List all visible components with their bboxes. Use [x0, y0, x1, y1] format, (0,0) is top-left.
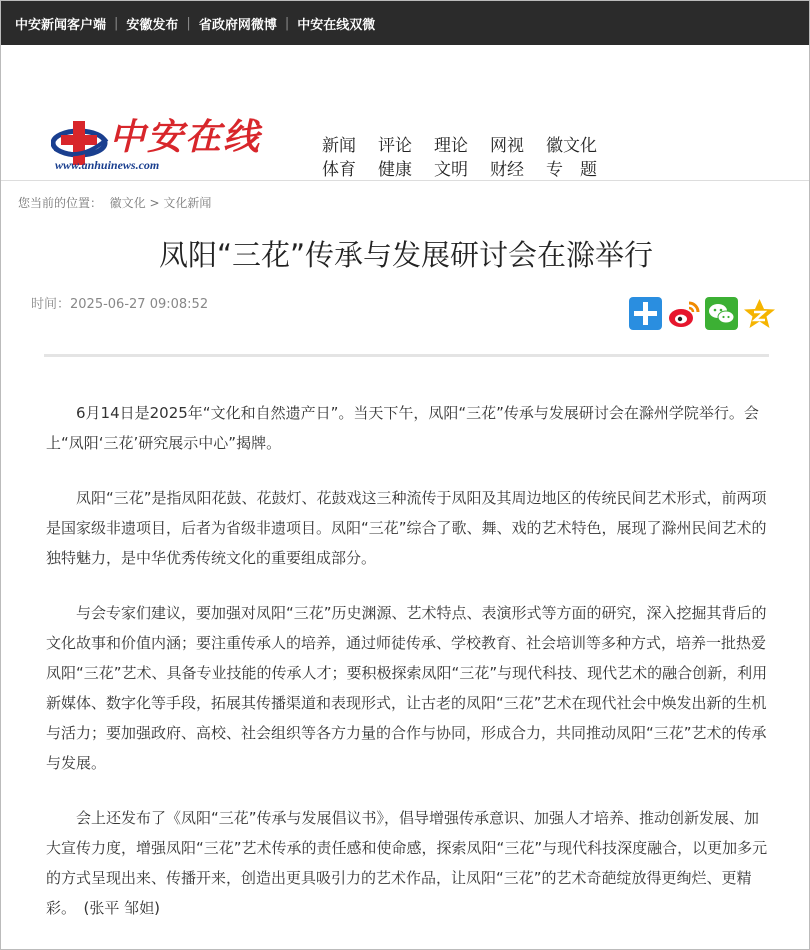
site-header	[1, 45, 809, 181]
article-title: 凤阳“三花”传承与发展研讨会在滁举行	[158, 238, 654, 272]
nav-item-hui-culture[interactable]: 徽文化	[546, 135, 597, 156]
qzone-icon[interactable]	[743, 297, 776, 330]
article-paragraph: 6月14日是2025年“文化和自然遗产日”。当天下午，凤阳“三花”传承与发展研讨会在滁州学院举行。会上“凤阳‘三花’研究展示中心”揭牌。	[46, 404, 759, 452]
top-bar	[1, 1, 809, 45]
nav-item-news[interactable]: 新闻	[322, 135, 356, 156]
nav-item-video[interactable]: 网视	[490, 135, 524, 156]
nav-item-comment[interactable]: 评论	[378, 135, 412, 156]
nav-item-theory[interactable]: 理论	[434, 135, 468, 156]
topbar-separator: |	[114, 15, 119, 31]
topbar-link-client[interactable]: 中安新闻客户端	[15, 17, 107, 33]
nav-item-sports[interactable]: 体育	[322, 159, 356, 180]
logo-title: 中安在线	[109, 116, 262, 158]
article-body	[46, 398, 769, 948]
share-bar	[629, 297, 781, 330]
article-meta	[31, 293, 208, 312]
nav-item-special[interactable]: 专 题	[546, 159, 597, 180]
topbar-link-anhui-release[interactable]: 安徽发布	[126, 17, 179, 33]
topbar-separator: |	[186, 15, 191, 31]
nav-item-civilization[interactable]: 文明	[434, 159, 468, 180]
nav-item-health[interactable]: 健康	[378, 159, 412, 180]
time-label: 时间：	[31, 297, 71, 312]
topbar-separator: |	[284, 15, 290, 31]
breadcrumb-separator: >	[149, 196, 160, 210]
breadcrumb-label: 您当前的位置：	[18, 196, 103, 210]
nav-row-1	[322, 131, 619, 155]
article-paragraph: 会上还发布了《凤阳“三花”传承与发展倡议书》，倡导增强传承意识、加强人才培养、推动创新发展、加大宣传力度，增强凤阳“三花”艺术传承的责任感和使命感，探索凤阳“三花”与现代科技深度融合，以更加多元的方式呈现出来、传播开来，创造出更具吸引力的艺术作品，让凤阳“三花”的艺术奇葩绽放得更绚烂、更精彩。 (张平 邹妲)	[46, 809, 768, 917]
topbar-link-dual[interactable]: 中安在线双微	[297, 17, 376, 33]
main-nav	[322, 131, 619, 179]
breadcrumb	[18, 194, 211, 211]
article-paragraph: 凤阳“三花”是指凤阳花鼓、花鼓灯、花鼓戏这三种流传于凤阳及其周边地区的传统民间艺术形式，前两项是国家级非遗项目，后者为省级非遗项目。凤阳“三花”综合了歌、舞、戏的艺术特色，展现了滁州民间艺术的独特魅力，是中华优秀传统文化的重要组成部分。	[46, 489, 767, 567]
wechat-icon[interactable]	[705, 297, 738, 330]
weibo-icon[interactable]	[667, 297, 700, 330]
breadcrumb-item-culture-news[interactable]: 文化新闻	[163, 196, 212, 210]
nav-row-2	[322, 155, 619, 179]
topbar-link-weibo[interactable]: 省政府网微博	[198, 17, 277, 33]
article-paragraph: 与会专家们建议，要加强对凤阳“三花”历史渊源、艺术特点、表演形式等方面的研究，深入挖掘其背后的文化故事和价值内涵；要注重传承人的培养，通过师徒传承、学校教育、社会培训等多种方式，培养一批热爱凤阳“三花”艺术、具备专业技能的传承人才；要积极探索凤阳“三花”与现代科技、现代艺术的融合创新，利用新媒体、数字化等手段，拓展其传播渠道和表现形式，让古老的凤阳“三花”艺术在现代社会中焕发出新的生机与活力；要加强政府、高校、社会组织等各方力量的合作与协同，形成合力，共同推动凤阳“三花”艺术的传承与发展。	[46, 604, 768, 772]
nav-item-finance[interactable]: 财经	[490, 159, 524, 180]
publish-time: 2025-06-27 09:08:52	[70, 297, 209, 312]
title-divider	[44, 354, 769, 357]
logo-url: www.anhuinews.com	[55, 158, 160, 172]
breadcrumb-item-hui-culture[interactable]: 徽文化	[109, 196, 146, 210]
share-plus-icon[interactable]	[629, 297, 662, 330]
